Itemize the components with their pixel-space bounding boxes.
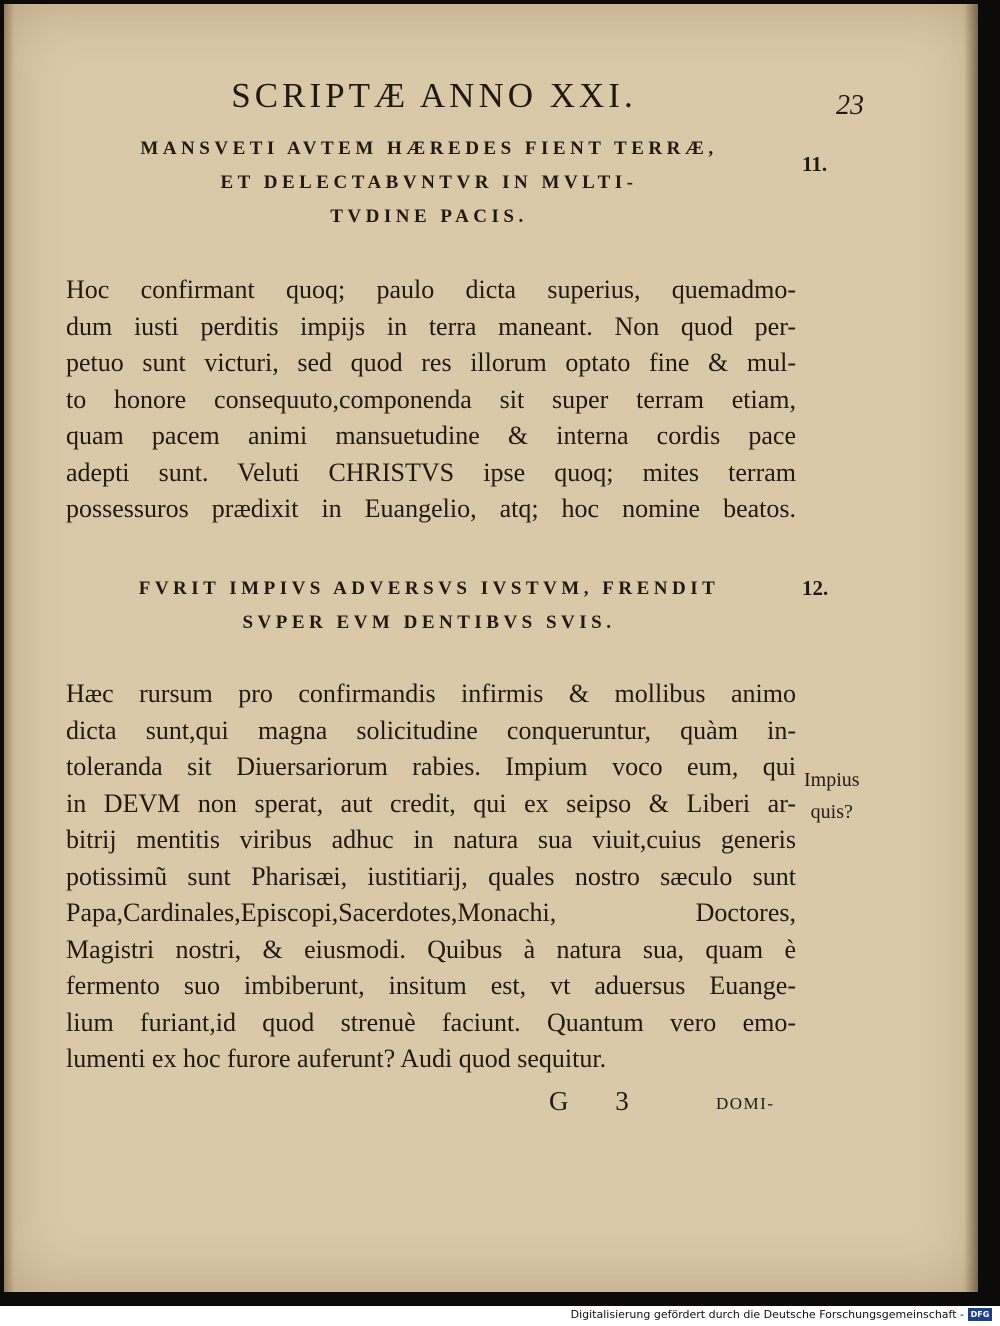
verse-11-heading-line: MANSVETI AVTEM HÆREDES FIENT TERRÆ, — [140, 138, 718, 159]
text-line: possessuros prædixit in Euangelio, atq; hoc nomine beatos. — [66, 494, 796, 523]
text-line: petuo sunt victuri, sed quod res illorum optato fine & mul- — [66, 348, 796, 377]
margin-note — [804, 764, 860, 828]
paragraph-2 — [66, 676, 796, 1078]
text-line: adepti sunt. Veluti CHRISTVS ipse quoq; mites terram — [66, 457, 796, 487]
book-page — [4, 4, 978, 1292]
text-line: bitrij mentitis viribus adhuc in natura sua viuit,cuius generis — [66, 825, 796, 854]
text-line: potissimũ sunt Pharisæi, iustitiarij, quales nostro sæculo sunt — [66, 861, 796, 891]
text-line: toleranda sit Diuersariorum rabies. Impium voco eum, qui — [66, 752, 796, 781]
text-line: lium furiant,id quod strenuè faciunt. Quantum vero emo- — [66, 1007, 796, 1037]
text-line: in DEVM non sperat, aut credit, qui ex seipso & Liberi ar- — [66, 788, 796, 818]
verse-11-heading-line: TVDINE PACIS. — [330, 206, 528, 227]
text-line: Hoc confirmant quoq; paulo dicta superius, quemadmo- — [66, 275, 796, 304]
verse-12-number: 12. — [802, 576, 829, 600]
running-head: SCRIPTÆ ANNO XXI. — [231, 76, 637, 115]
paragraph-1 — [66, 272, 796, 528]
margin-note-line: Impius — [804, 769, 860, 791]
text-line: Magistri nostri, & eiusmodi. Quibus à natura sua, quam è — [66, 934, 796, 964]
text-line: lumenti ex hoc furore auferunt? Audi quod sequitur. — [66, 1044, 607, 1073]
verse-11-number: 11. — [802, 152, 828, 176]
catchword: DOMI- — [716, 1094, 775, 1113]
margin-note-line: quis? — [810, 801, 853, 823]
text-line: Hæc rursum pro confirmandis infirmis & mollibus animo — [66, 679, 796, 708]
verse-11-heading-line: ET DELECTABVNTVR IN MVLTI- — [220, 172, 638, 193]
signature-mark: G 3 — [549, 1086, 649, 1116]
verse-12-heading — [64, 572, 794, 640]
text-line: to honore consequuto,componenda sit super terram etiam, — [66, 384, 796, 414]
text-line: quam pacem animi mansuetudine & interna cordis pace — [66, 421, 796, 450]
page-curl-shadow — [964, 4, 978, 1292]
text-line: Papa,Cardinales,Episcopi,Sacerdotes,Monachi, Doctores, — [66, 898, 796, 927]
verse-12-heading-line: SVPER EVM DENTIBVS SVIS. — [242, 612, 616, 633]
text-line: dum iusti perditis impijs in terra maneant. Non quod per- — [66, 311, 796, 341]
text-line: dicta sunt,qui magna solicitudine conqueruntur, quàm in- — [66, 715, 796, 745]
dfg-credit: Digitalisierung gefördert durch die Deutsche Forschungsgemeinschaft - — [570, 1308, 964, 1321]
page-edge-shadow — [4, 4, 14, 1292]
verse-11-heading — [64, 132, 794, 234]
verse-12-heading-line: FVRIT IMPIVS ADVERSVS IVSTVM, FRENDIT — [138, 578, 720, 599]
dfg-logo-icon: DFG — [968, 1308, 992, 1321]
page-number: 23 — [836, 90, 864, 121]
text-line: fermento suo imbiberunt, insitum est, vt aduersus Euange- — [66, 971, 796, 1000]
